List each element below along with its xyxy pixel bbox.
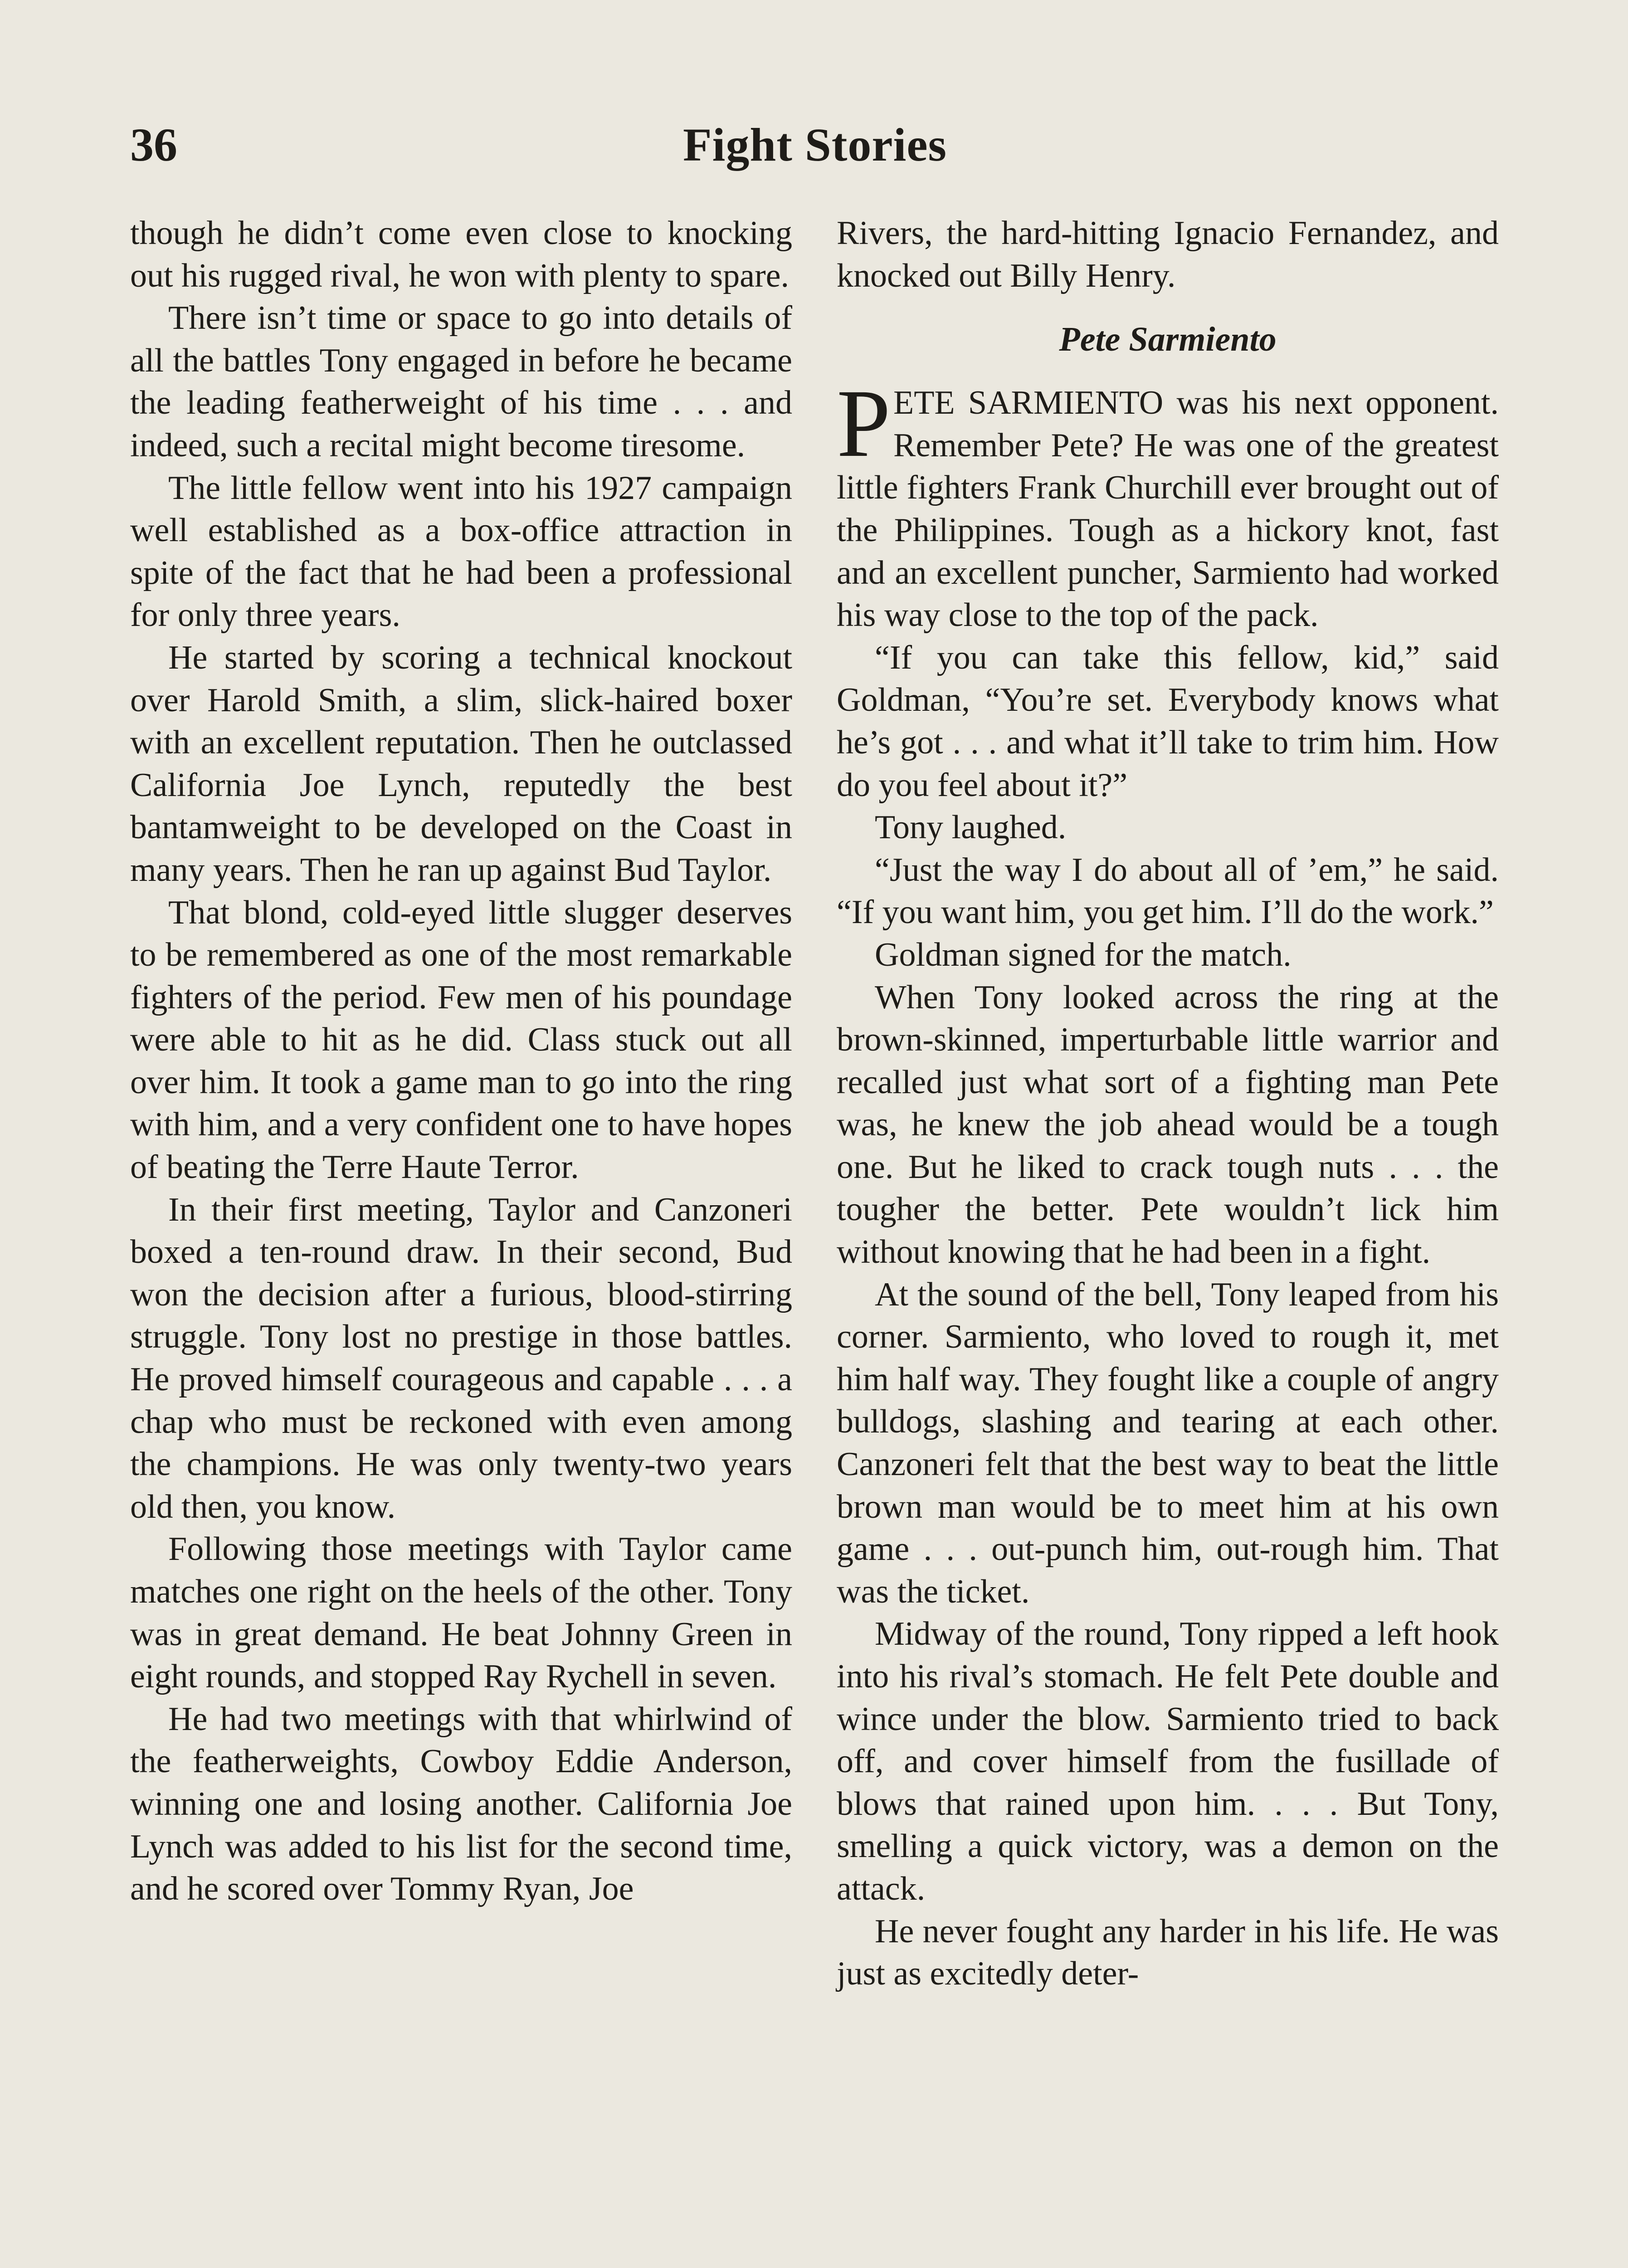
paragraph: though he didn’t come even close to knocking out his rugged rival, he won with plenty to spare.	[130, 215, 792, 294]
left-column	[130, 212, 792, 1911]
paragraph: The little fellow went into his 1927 campaign well established as a box-office attraction in spite of the fact that he had been a professional for only three years.	[130, 469, 792, 634]
page-header	[130, 113, 1500, 177]
paragraph: “If you can take this fellow, kid,” said Goldman, “You’re set. Everybody knows what he’s got . . . and what it’ll take to trim him. How do you feel about it?”	[837, 639, 1499, 804]
paragraph: That blond, cold-eyed little slugger deserves to be remembered as one of the most remarkable fighters of the period. Few men of his poundage were able to hit as he did. Class stuck out all over him. It took a game man to go into the ring with him, and a very confident one to have hopes of beating the Terre Haute Terror.	[130, 894, 792, 1186]
magazine-title: Fight Stories	[682, 119, 947, 171]
paragraph: At the sound of the bell, Tony leaped from his corner. Sarmiento, who loved to rough it, met him half way. They fought like a couple of angry bulldogs, slashing and tearing at each other. Canzoneri felt that the best way to beat the little brown man would be to meet him at his own game . . . out-punch him, out-rough him. That was the ticket.	[837, 1276, 1499, 1610]
continuation-paragraph: Rivers, the hard-hitting Ignacio Fernandez, and knocked out Billy Henry.	[837, 215, 1499, 294]
paragraph: Tony laughed.	[875, 809, 1067, 846]
paragraph: There isn’t time or space to go into details of all the battles Tony engaged in before he became the leading featherweight of his time . . . and indeed, such a recital might become tiresome.	[130, 299, 792, 464]
paragraph: In their first meeting, Taylor and Canzoneri boxed a ten-round draw. In their second, Bud won the decision after a furious, blood-stirring struggle. Tony lost no prestige in those battles. He proved himself courageous and capable . . . a chap who must be reckoned with even among the champions. He was only twenty-two years old then, you know.	[130, 1191, 792, 1525]
paragraph: He never fought any harder in his life. He was just as excitedly deter-	[837, 1912, 1499, 1993]
paragraph: “Just the way I do about all of ’em,” he said. “If you want him, you get him. I’ll do the work.”	[837, 851, 1499, 931]
right-column	[837, 212, 1499, 1995]
drop-cap: P	[837, 370, 891, 478]
dropcap-paragraph-text: ETE SARMIENTO was his next opponent. Remember Pete? He was one of the greatest little fighters Frank Churchill ever brought out of the Philippines. Tough as a hickory knot, fast and an excellent puncher, Sarmiento had worked his way close to the top of the pack.	[837, 384, 1499, 634]
page-number: 36	[130, 119, 177, 171]
paragraph: Midway of the round, Tony ripped a left hook into his rival’s stomach. He felt Pete double and wince under the blow. Sarmiento tried to back off, and cover himself from the fusillade of blows that rained upon him. . . . But Tony, smelling a quick victory, was a demon on the attack.	[837, 1615, 1499, 1907]
paragraph: When Tony looked across the ring at the brown-skinned, imperturbable little warrior and recalled just what sort of a fighting man Pete was, he knew the job ahead would be a tough one. But he liked to crack tough nuts . . . the tougher the better. Pete wouldn’t lick him without knowing that he had been in a fight.	[837, 978, 1499, 1271]
paragraph: He had two meetings with that whirlwind of the featherweights, Cowboy Eddie Anderson, winning one and losing another. California Joe Lynch was added to his list for the second time, and he scored over Tommy Ryan, Joe	[130, 1700, 792, 1908]
paragraph: He started by scoring a technical knockout over Harold Smith, a slim, slick-haired boxer with an excellent reputation. Then he outclassed California Joe Lynch, reputedly the best bantamweight to be developed on the Coast in many years. Then he ran up against Bud Taylor.	[130, 639, 792, 889]
section-heading: Pete Sarmiento	[1059, 320, 1277, 359]
dropcap-paragraph	[837, 370, 1499, 637]
paragraph: Goldman signed for the match.	[875, 936, 1292, 973]
paragraph: Following those meetings with Taylor came matches one right on the heels of the other. Tony was in great demand. He beat Johnny Green in eight rounds, and stopped Ray Rychell in seven.	[130, 1530, 792, 1696]
